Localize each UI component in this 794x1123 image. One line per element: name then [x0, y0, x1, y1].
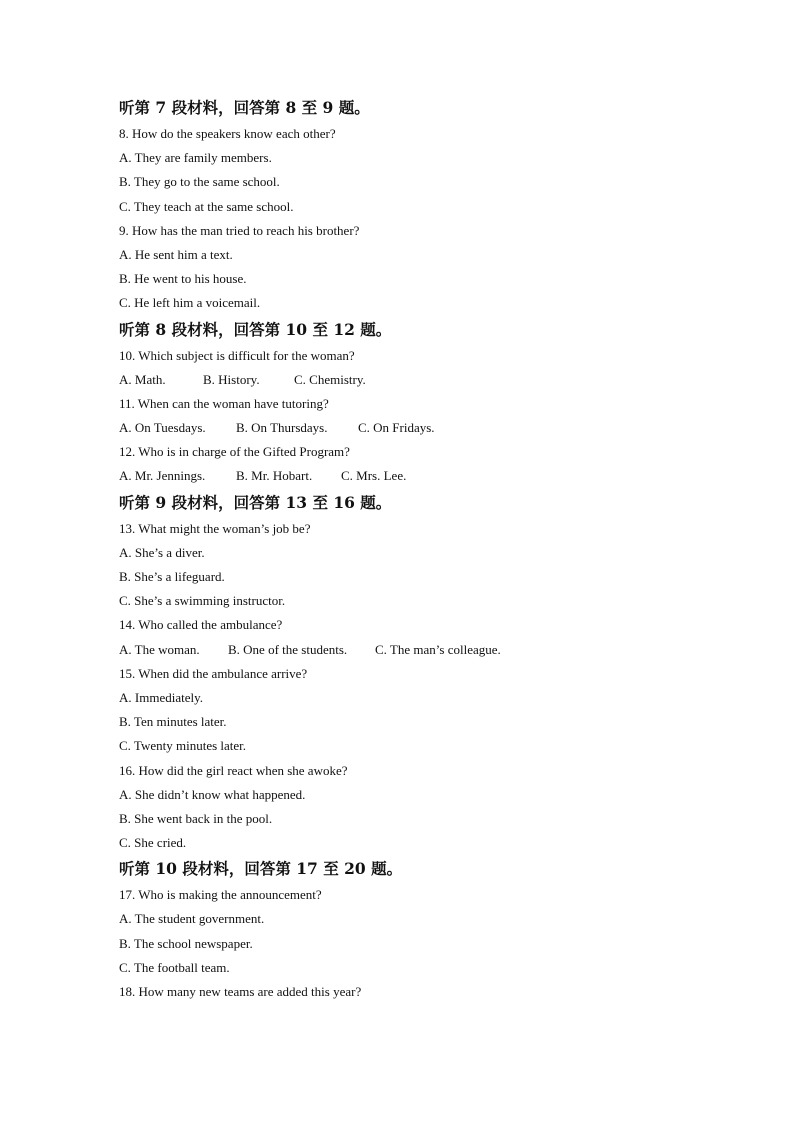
option-8a: A. They are family members. [119, 150, 272, 166]
option-11b: B. On Thursdays. [236, 420, 328, 436]
option-13c: C. She’s a swimming instructor. [119, 593, 286, 609]
option-9c: C. He left him a voicemail. [119, 295, 261, 311]
question-18: 18. How many new teams are added this year? [119, 984, 362, 999]
question-13: 13. What might the woman’s job be? [119, 520, 311, 536]
option-9b: B. He went to his house. [119, 271, 247, 287]
question-10: 10. Which subject is difficult for the woman? [119, 347, 355, 363]
option-17a: A. The student government. [119, 911, 265, 927]
section-passage-7 [119, 94, 719, 316]
options-12 [119, 464, 719, 488]
section-passage-9 [119, 489, 719, 856]
question-16: 16. How did the girl react when she awoke? [119, 762, 348, 778]
option-11a: A. On Tuesdays. [119, 420, 206, 436]
option-14a: A. The woman. [119, 641, 200, 657]
option-8b: B. They go to the same school. [119, 174, 280, 190]
option-12c: C. Mrs. Lee. [341, 468, 407, 484]
option-15b: B. Ten minutes later. [119, 714, 227, 730]
section-heading: 听第 10 段材料，回答第 17 至 20 题。 [119, 859, 403, 879]
section-heading: 听第 8 段材料，回答第 10 至 12 题。 [119, 319, 392, 339]
option-10a: A. Math. [119, 371, 166, 387]
option-10b: B. History. [203, 371, 260, 387]
options-11 [119, 416, 719, 440]
question-8: 8. How do the speakers know each other? [119, 126, 336, 141]
option-12b: B. Mr. Hobart. [236, 468, 313, 484]
question-14: 14. Who called the ambulance? [119, 617, 283, 633]
options-10 [119, 368, 719, 392]
option-13a: A. She’s a diver. [119, 544, 205, 560]
option-14b: B. One of the students. [228, 641, 348, 657]
option-16a: A. She didn’t know what happened. [119, 786, 306, 802]
question-9: 9. How has the man tried to reach his brother? [119, 222, 360, 238]
section-passage-8 [119, 316, 719, 489]
option-15c: C. Twenty minutes later. [119, 738, 247, 754]
option-9a: A. He sent him a text. [119, 246, 233, 262]
question-17: 17. Who is making the announcement? [119, 887, 322, 903]
question-11: 11. When can the woman have tutoring? [119, 395, 329, 411]
options-14 [119, 638, 719, 662]
option-11c: C. On Fridays. [358, 420, 435, 436]
option-8c: C. They teach at the same school. [119, 198, 294, 214]
option-14c: C. The man’s colleague. [375, 641, 501, 657]
option-13b: B. She’s a lifeguard. [119, 569, 225, 584]
worksheet-page [119, 94, 719, 1004]
option-10c: C. Chemistry. [294, 371, 366, 387]
section-heading: 听第 7 段材料，回答第 8 至 9 题。 [119, 98, 370, 117]
option-16c: C. She cried. [119, 835, 187, 851]
option-17c: C. The football team. [119, 959, 230, 975]
question-12: 12. Who is in charge of the Gifted Program? [119, 444, 350, 460]
section-passage-10 [119, 855, 719, 1004]
option-17b: B. The school newspaper. [119, 935, 253, 951]
section-heading: 听第 9 段材料，回答第 13 至 16 题。 [119, 492, 392, 512]
option-12a: A. Mr. Jennings. [119, 468, 206, 484]
option-16b: B. She went back in the pool. [119, 810, 273, 826]
question-15: 15. When did the ambulance arrive? [119, 665, 308, 681]
option-15a: A. Immediately. [119, 689, 203, 705]
